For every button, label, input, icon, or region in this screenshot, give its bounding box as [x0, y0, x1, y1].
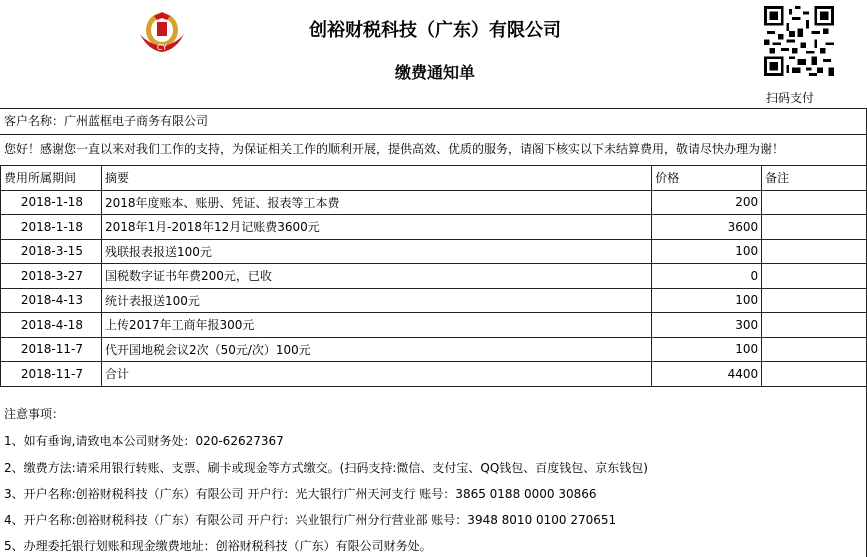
note-item: 4、开户名称:创裕财税科技（广东）有限公司 开户行：兴业银行广州分行营业部 账号：3948 8010 0100 270651 [4, 513, 617, 527]
row-price: 100 [652, 288, 762, 313]
row-date: 2018-3-27 [1, 264, 102, 289]
row-description: 国税数字证书年费200元，已收 [101, 264, 651, 289]
header-period: 费用所属期间 [1, 166, 102, 191]
row-note [762, 362, 867, 387]
fee-table [0, 165, 867, 387]
fee-table-header [1, 166, 867, 191]
note-item: 5、办理委托银行划账和现金缴费地址：创裕财税科技（广东）有限公司财务处。 [4, 539, 432, 553]
header-note: 备注 [762, 166, 867, 191]
company-logo [134, 10, 190, 54]
greeting-row [0, 134, 867, 165]
table-row [1, 337, 867, 362]
table-row [1, 190, 867, 215]
row-description: 残联报表报送100元 [101, 239, 651, 264]
row-date: 2018-11-7 [1, 337, 102, 362]
row-date: 2018-11-7 [1, 362, 102, 387]
qr-code[interactable] [764, 6, 834, 76]
table-row [1, 313, 867, 338]
row-date: 2018-1-18 [1, 215, 102, 240]
document-title: 缴费通知单 [394, 63, 475, 82]
row-note [762, 313, 867, 338]
row-price: 300 [652, 313, 762, 338]
header-price: 价格 [652, 166, 762, 191]
row-price: 100 [652, 239, 762, 264]
note-item: 3、开户名称:创裕财税科技（广东）有限公司 开户行：光大银行广州天河支行 账号：3865 0188 0000 30866 [4, 487, 597, 501]
row-price: 0 [652, 264, 762, 289]
total-label: 合计 [101, 362, 651, 387]
row-description: 2018年度账本、账册、凭证、报表等工本费 [101, 190, 651, 215]
row-description: 上传2017年工商年报300元 [101, 313, 651, 338]
note-item: 2、缴费方法:请采用银行转账、支票、刷卡或现金等方式缴交。(扫码支持:微信、支付宝、QQ钱包、百度钱包、京东钱包) [4, 461, 648, 475]
customer-label: 客户名称： [4, 114, 65, 128]
greeting-text: 您好！感谢您一直以来对我们工作的支持，为保证相关工作的顺利开展，提供高效、优质的服务，请阁下核实以下未结算费用，敬请尽快办理为谢！ [4, 142, 785, 156]
customer-name: 广州蓝框电子商务有限公司 [64, 114, 209, 128]
row-note [762, 190, 867, 215]
row-date: 2018-4-13 [1, 288, 102, 313]
note-item: 1、如有垂询,请致电本公司财务处：020-62627367 [4, 434, 284, 448]
notes-title: 注意事项： [4, 407, 65, 421]
table-row [1, 239, 867, 264]
row-note [762, 215, 867, 240]
total-amount: 4400 [652, 362, 762, 387]
svg-text:CY: CY [156, 43, 168, 52]
row-price: 100 [652, 337, 762, 362]
table-row [1, 288, 867, 313]
row-price: 200 [652, 190, 762, 215]
row-price: 3600 [652, 215, 762, 240]
row-description: 统计表报送100元 [101, 288, 651, 313]
table-row [1, 215, 867, 240]
company-name: 创裕财税科技（广东）有限公司 [309, 20, 561, 41]
qr-label: 扫码支付 [765, 91, 814, 105]
row-date: 2018-1-18 [1, 190, 102, 215]
total-row [1, 362, 867, 387]
row-note [762, 288, 867, 313]
row-description: 2018年1月-2018年12月记账费3600元 [101, 215, 651, 240]
customer-row [0, 108, 867, 134]
table-row [1, 264, 867, 289]
row-description: 代开国地税会议2次（50元/次）100元 [101, 337, 651, 362]
row-note [762, 239, 867, 264]
row-note [762, 264, 867, 289]
row-date: 2018-3-15 [1, 239, 102, 264]
row-date: 2018-4-18 [1, 313, 102, 338]
row-note [762, 337, 867, 362]
header-description: 摘要 [101, 166, 651, 191]
